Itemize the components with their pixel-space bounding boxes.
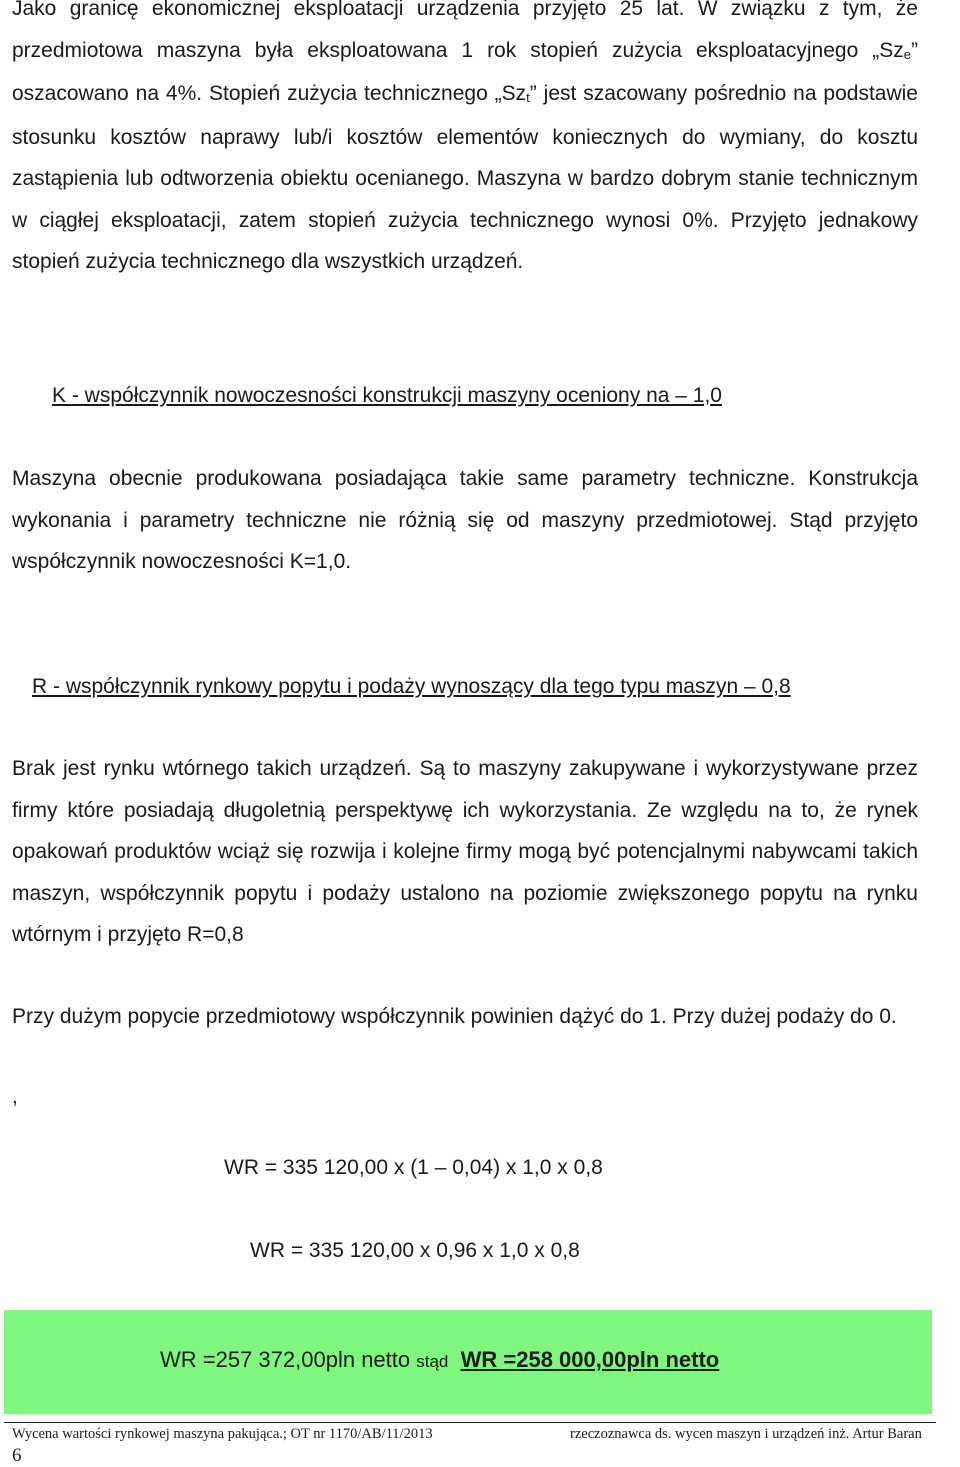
footer-right: rzeczoznawca ds. wycen maszyn i urządzeń inż. Artur Baran — [570, 1426, 922, 1442]
result-value: WR =257 372,00pln netto — [160, 1347, 411, 1372]
footer-left: Wycena wartości rynkowej maszyna pakująca.; OT nr 1170/AB/11/2013 — [12, 1426, 433, 1442]
paragraph-note: Przy dużym popycie przedmiotowy współczynnik powinien dążyć do 1. Przy dużej podaży do 0. — [12, 1005, 897, 1028]
footer-divider — [4, 1422, 936, 1423]
subscript-t: t — [526, 90, 530, 105]
equation-1: WR = 335 120,00 x (1 – 0,04) x 1,0 x 0,8 — [224, 1156, 603, 1179]
paragraph-wear: Jako granicę ekonomicznej eksploatacji urządzenia przyjęto 25 lat. W związku z tym, że przedmiotowa maszyna była eksploatowana 1 rok stopień zużycia eksploatacyjnego $„Sz_e$” oszacowano na 4%. Stopień zużycia technicznego $„Sz_t$” jest szacowany pośrednio na podstawie stosunku kosztów naprawy lub/i kosztów elementów koniecznych do wymiany, do kosztu zastąpienia lub odtworzenia obiektu ocenianego. Maszyna w bardzo dobrym stanie technicznym w ciągłej eksploatacji, zatem stopień zużycia technicznego wynosi 0%. Przyjęto jednakowy stopień zużycia technicznego dla wszystkich urządzeń. — [12, 0, 918, 273]
subscript-e: e — [903, 46, 911, 62]
result-line — [160, 1347, 719, 1373]
page-number: 6 — [12, 1445, 22, 1466]
paragraph-modernity: Maszyna obecnie produkowana posiadająca takie same parametry techniczne. Konstrukcja wykonania i parametry techniczne nie różnią się od maszyny przedmiotowej. Stąd przyjęto współczynnik nowoczesności K=1,0. — [12, 467, 918, 573]
result-connector: stąd — [416, 1352, 449, 1371]
heading-market-coefficient: R - współczynnik rynkowy popytu i podaży wynoszący dla tego typu maszyn – 0,8 — [32, 675, 791, 698]
paragraph-market: Brak jest rynku wtórnego takich urządzeń. Są to maszyny zakupywane i wykorzystywane przez firmy które posiadają długoletnią perspektywę ich wykorzystania. Ze względu na to, że rynek opakowań produktów wciąż się rozwija i kolejne firmy mogą być potencjalnymi nabywcami takich maszyn, współczynnik popytu i podaży ustalono na poziomie zwiększonego popytu na rynku wtórnym i przyjęto R=0,8 — [12, 757, 918, 946]
equation-2: WR = 335 120,00 x 0,96 x 1,0 x 0,8 — [250, 1239, 580, 1262]
stray-comma: , — [12, 1085, 18, 1108]
heading-modernity-coefficient: K - współczynnik nowoczesności konstrukcji maszyny oceniony na – 1,0 — [52, 384, 722, 407]
result-final: WR =258 000,00pln netto — [460, 1347, 720, 1372]
